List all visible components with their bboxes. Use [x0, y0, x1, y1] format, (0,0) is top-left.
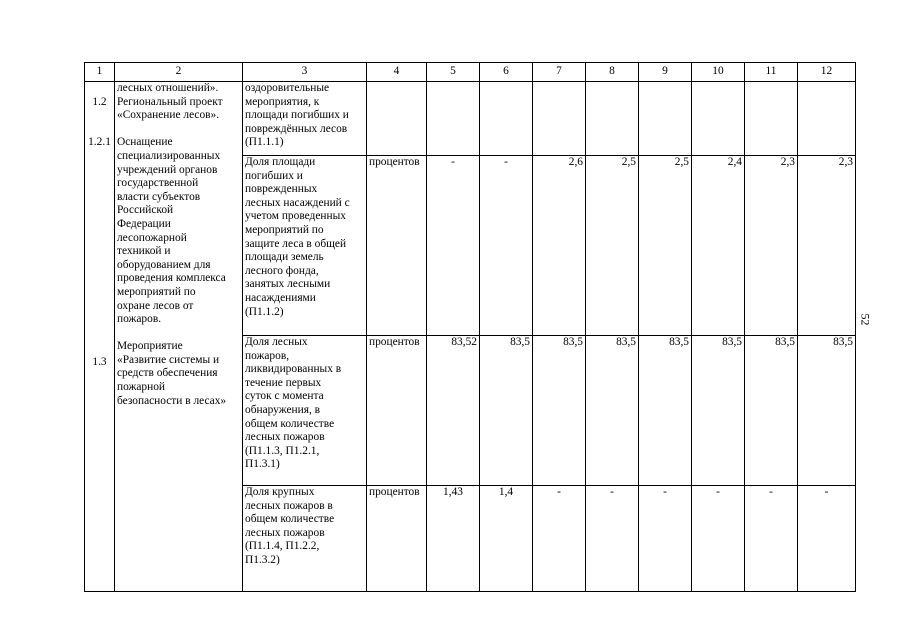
text-line: власти субъектов: [117, 190, 201, 203]
value-text: 83,5: [722, 336, 742, 348]
unit-cell: процентов: [367, 156, 427, 336]
value-cell: [480, 336, 533, 486]
value-text: 83,5: [616, 336, 636, 348]
col-header: 3: [243, 63, 367, 82]
text-line: лесных пожаров: [245, 526, 325, 539]
value-text: 2,5: [621, 156, 636, 168]
value-text: 83,5: [510, 336, 530, 348]
text-line: лесных насаждений с: [245, 196, 350, 209]
value-text: -: [716, 486, 720, 498]
text-line: мероприятия, к: [245, 95, 320, 108]
unit-cell: [367, 82, 427, 156]
col-header: 1: [85, 63, 115, 82]
value-cell: [692, 336, 745, 486]
text-line: повреждённых лесов: [245, 122, 348, 135]
text-line: погибших и: [245, 169, 303, 182]
text-line: пожаров.: [117, 313, 162, 326]
value-cell: [427, 336, 480, 486]
text-line: учетом проведенных: [245, 210, 346, 223]
indicator-cell: [243, 156, 367, 336]
text-line: государственной: [117, 177, 199, 190]
text-line: Региональный проект: [117, 95, 223, 108]
col-header: 12: [798, 63, 856, 82]
code-label: 1.2: [92, 95, 107, 108]
value-cell: [745, 82, 798, 156]
value-text: -: [824, 486, 829, 498]
value-cell: [533, 156, 586, 336]
value-cell: [692, 156, 745, 336]
text-line: (П1.1.2): [245, 305, 284, 318]
col-header: 2: [115, 63, 243, 82]
text-line: оздоровительные: [245, 82, 330, 94]
value-cell: [586, 82, 639, 156]
text-line: общем количестве: [245, 417, 335, 430]
col-header: 6: [480, 63, 533, 82]
value-text: -: [451, 156, 455, 168]
text-line: суток с момента: [245, 390, 324, 403]
indicator-cell: [243, 336, 367, 486]
value-cell: [692, 486, 745, 592]
text-line: лесных отношений».: [117, 82, 219, 94]
value-text: 1,43: [443, 486, 463, 498]
value-cell: [533, 336, 586, 486]
code-label: 1.2.1: [88, 136, 111, 149]
value-cell: [639, 82, 692, 156]
text-line: П1.3.2): [245, 553, 280, 566]
col-header: 10: [692, 63, 745, 82]
value-text: 83,5: [775, 336, 795, 348]
value-cell: [427, 486, 480, 592]
unit-cell: процентов: [367, 336, 427, 486]
col-header: 11: [745, 63, 798, 82]
value-cell: [586, 486, 639, 592]
text-line: Российской: [117, 204, 174, 217]
unit-cell: процентов: [367, 486, 427, 592]
value-cell: [586, 156, 639, 336]
text-line: Оснащение: [117, 136, 173, 149]
text-line: лесного фонда,: [245, 264, 319, 277]
text-line: техникой и: [117, 245, 171, 258]
value-text: -: [557, 486, 561, 498]
col-header: 8: [586, 63, 639, 82]
value-text: 2,5: [674, 156, 689, 168]
text-line: (П1.1.1): [245, 136, 284, 149]
value-cell: [798, 156, 856, 336]
value-text: -: [610, 486, 614, 498]
text-line: П1.3.1): [245, 458, 280, 471]
text-line: насаждениями: [245, 291, 316, 304]
text-line: защите леса в общей: [245, 237, 347, 250]
text-line: средств обеспечения: [117, 367, 218, 380]
value-text: 83,5: [563, 336, 583, 348]
value-cell: [480, 82, 533, 156]
page-number: 52: [858, 313, 873, 326]
col-header: 4: [367, 63, 427, 82]
indicator-cell: [243, 82, 367, 156]
text-line: занятых лесными: [245, 278, 331, 291]
text-line: площади погибших и: [245, 109, 349, 122]
col-header: 9: [639, 63, 692, 82]
text-line: пожаров,: [245, 349, 290, 362]
text-line: площади земель: [245, 251, 324, 264]
value-cell: [798, 82, 856, 156]
text-line: лесных пожаров: [245, 431, 325, 444]
value-cell: [533, 82, 586, 156]
code-label: 1.3: [92, 355, 107, 368]
col-header: 5: [427, 63, 480, 82]
text-line: Доля крупных: [245, 486, 315, 498]
text-line: пожарной: [117, 381, 166, 394]
text-line: проведения комплекса: [117, 272, 226, 285]
value-cell: [745, 156, 798, 336]
text-line: лесных пожаров в: [245, 499, 333, 512]
value-cell: [480, 486, 533, 592]
text-line: Доля лесных: [245, 336, 308, 348]
value-text: -: [769, 486, 773, 498]
text-line: (П1.1.4, П1.2.2,: [245, 540, 320, 553]
text-line: «Сохранение лесов».: [117, 109, 220, 122]
text-line: специализированных: [117, 149, 221, 162]
value-text: 83,52: [451, 336, 477, 348]
text-line: оборудованием для: [117, 258, 211, 271]
value-cell: [798, 336, 856, 486]
indicators-table: [84, 62, 856, 592]
value-cell: [639, 486, 692, 592]
value-cell: [639, 156, 692, 336]
value-text: -: [504, 156, 508, 168]
value-text: -: [663, 486, 667, 498]
text-line: «Развитие системы и: [117, 353, 220, 366]
name-cell: [115, 82, 243, 592]
value-cell: [692, 82, 745, 156]
col-header: 7: [533, 63, 586, 82]
text-line: охране лесов от: [117, 299, 194, 312]
value-cell: [533, 486, 586, 592]
value-cell: [745, 336, 798, 486]
text-line: ликвидированных в: [245, 363, 342, 376]
value-cell: [427, 156, 480, 336]
text-line: учреждений органов: [117, 163, 218, 176]
text-line: (П1.1.3, П1.2.1,: [245, 444, 320, 457]
value-cell: [745, 486, 798, 592]
text-line: безопасности в лесах»: [117, 394, 227, 407]
text-line: обнаружения, в: [245, 403, 321, 416]
text-line: Федерации: [117, 217, 171, 230]
value-text: 1,4: [498, 486, 514, 498]
text-line: лесопожарной: [117, 231, 187, 244]
value-text: 2,4: [727, 156, 742, 168]
value-cell: [639, 336, 692, 486]
code-cell: [85, 82, 115, 592]
value-text: 2,3: [780, 156, 795, 168]
text-line: течение первых: [245, 376, 322, 389]
value-text: 2,6: [568, 156, 583, 168]
value-text: 2,3: [838, 156, 853, 168]
table-row: [85, 82, 856, 156]
value-cell: [427, 82, 480, 156]
text-line: поврежденных: [245, 183, 318, 196]
text-line: общем количестве: [245, 513, 335, 526]
header-row: [85, 63, 856, 82]
value-text: 83,5: [669, 336, 689, 348]
value-text: 83,5: [833, 336, 853, 348]
text-line: мероприятий по: [117, 285, 196, 298]
value-cell: [798, 486, 856, 592]
value-cell: [480, 156, 533, 336]
text-line: мероприятий по: [245, 223, 324, 236]
text-line: Мероприятие: [117, 340, 183, 353]
value-cell: [586, 336, 639, 486]
text-line: Доля площади: [245, 156, 316, 168]
indicator-cell: [243, 486, 367, 592]
